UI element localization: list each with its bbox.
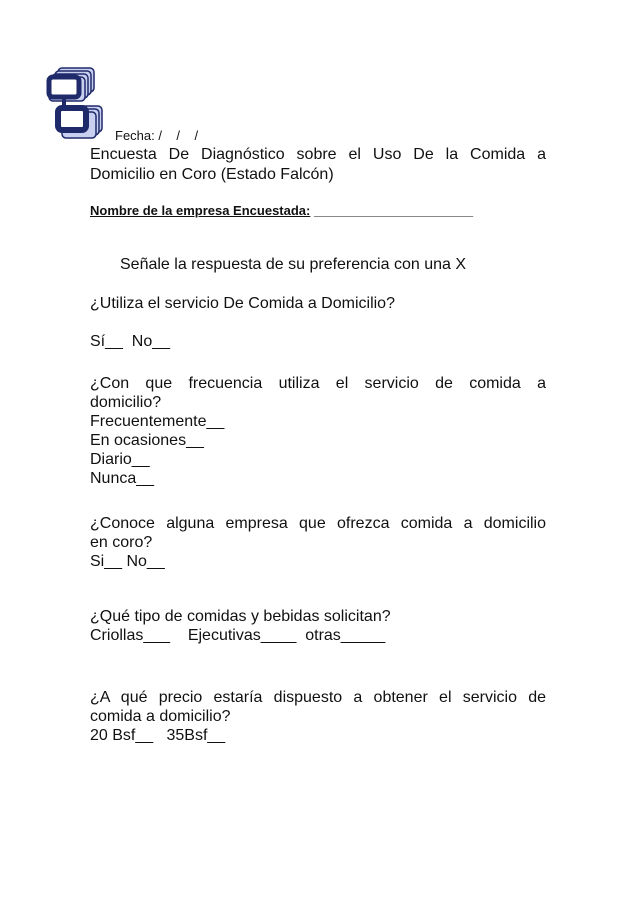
survey-title-line-1: Encuesta De Diagnóstico sobre el Uso De la Comida a [90, 146, 546, 163]
survey-title [90, 145, 546, 185]
question-3 [90, 514, 546, 571]
question-2-text-line-2: domicilio? [90, 394, 162, 411]
question-2-option-diario[interactable]: Diario__ [90, 451, 150, 468]
question-1 [90, 294, 546, 351]
question-3-options[interactable]: Si__ No__ [90, 553, 165, 570]
question-4-options[interactable]: Criollas___ Ejecutivas____ otras_____ [90, 627, 386, 644]
question-5 [90, 688, 546, 745]
question-5-text-line-2: comida a domicilio? [90, 708, 231, 725]
question-1-text: ¿Utiliza el servicio De Comida a Domicilio? [90, 295, 395, 312]
question-1-options[interactable]: Sí__ No__ [90, 333, 171, 350]
question-5-options[interactable]: 20 Bsf__ 35Bsf__ [90, 727, 226, 744]
survey-title-line-2: Domicilio en Coro (Estado Falcón) [90, 166, 334, 183]
question-2-option-frecuentemente[interactable]: Frecuentemente__ [90, 413, 225, 430]
question-4 [90, 607, 546, 645]
question-2-text-line-1: ¿Con que frecuencia utiliza el servicio de comida a [90, 375, 546, 392]
instructions: Señale la respuesta de su preferencia con una X [120, 256, 467, 273]
company-name-field [90, 203, 473, 218]
question-3-text-line-1: ¿Conoce alguna empresa que ofrezca comida a domicilio [90, 515, 546, 532]
question-4-text: ¿Qué tipo de comidas y bebidas solicitan? [90, 608, 391, 625]
question-2-option-en-ocasiones[interactable]: En ocasiones__ [90, 432, 204, 449]
question-3-text-line-2: en coro? [90, 534, 153, 551]
company-name-label: Nombre de la empresa Encuestada: [90, 203, 311, 218]
chain-link-logo-icon [44, 66, 104, 142]
date-field[interactable]: Fecha: / / / [115, 128, 199, 143]
question-5-text-line-1: ¿A qué precio estaría dispuesto a obtener el servicio de [90, 689, 546, 706]
question-2-option-nunca[interactable]: Nunca__ [90, 470, 155, 487]
company-name-blank[interactable]: ______________________ [313, 203, 474, 218]
question-2 [90, 374, 546, 488]
